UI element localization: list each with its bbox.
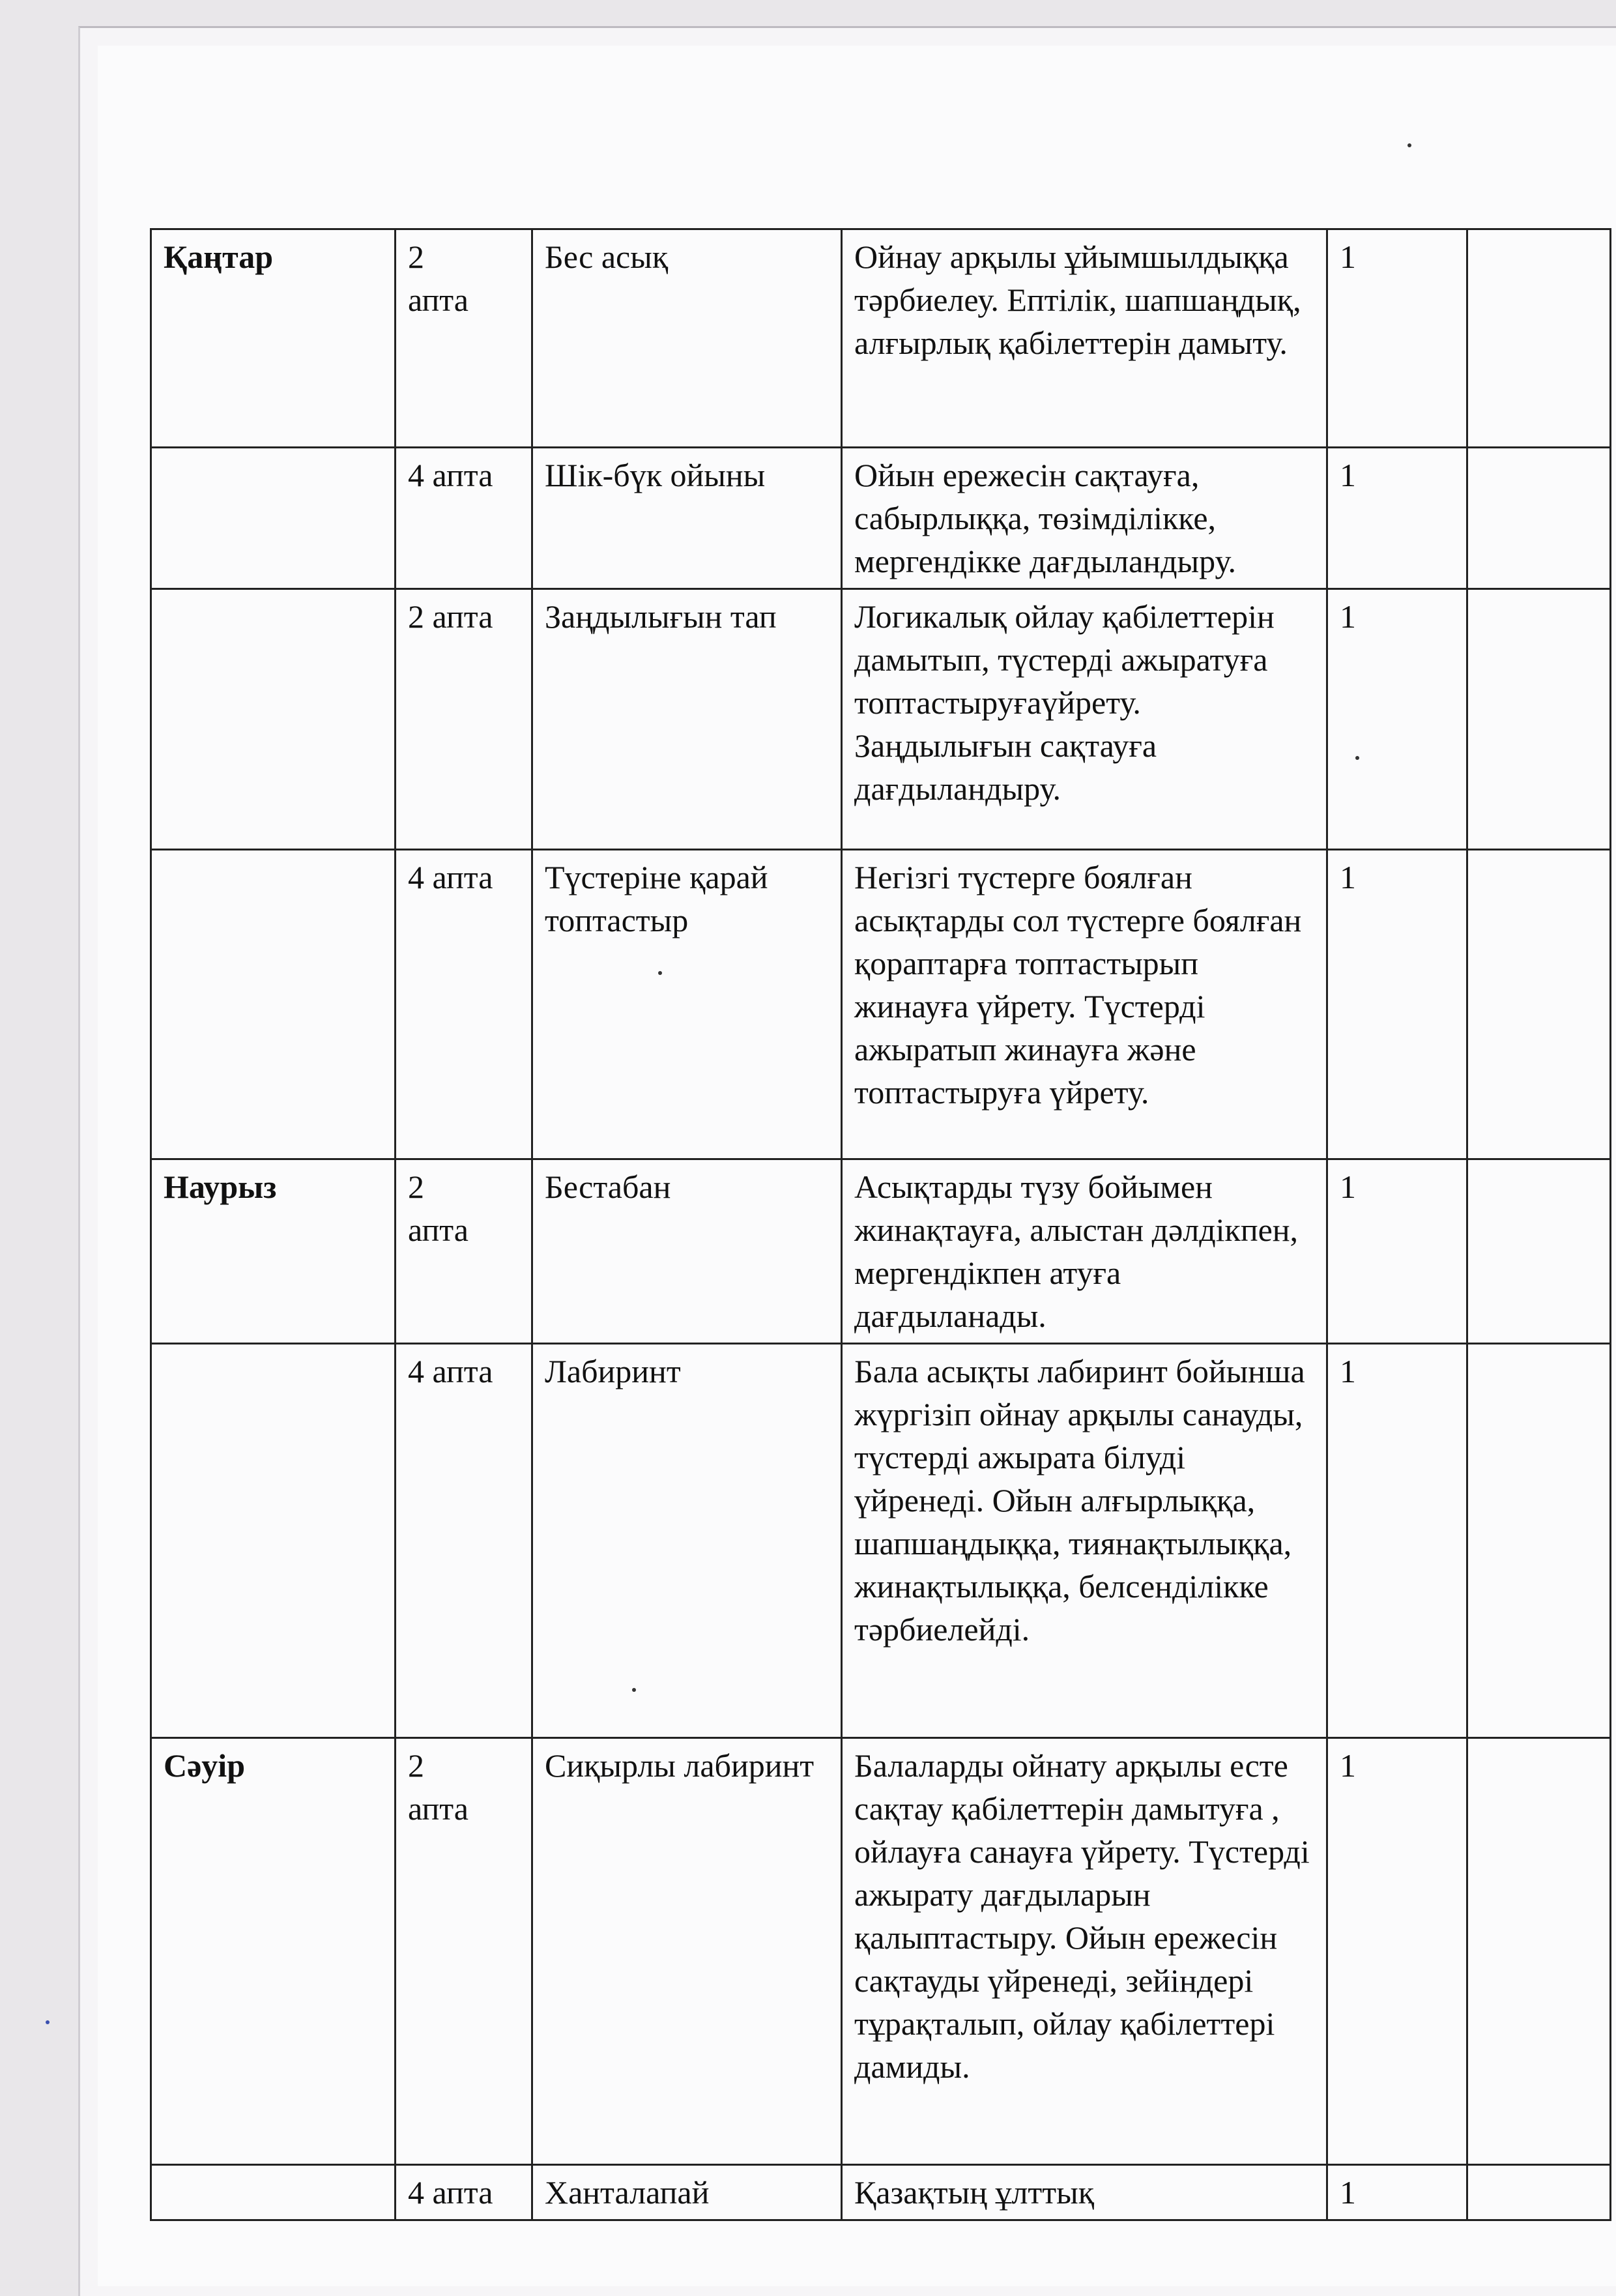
goal-cell: Асықтарды түзу бойымен жинақтауға, алыстан дәлдікпен, мергендікпен атуға дағдыланады. xyxy=(842,1159,1327,1344)
table-row xyxy=(151,2165,1611,2220)
hours-cell: 1 xyxy=(1327,1738,1467,2165)
goal-cell: Ойын ережесін сақтауға, сабырлыққа, төзімділікке, мергендікке дағдыландыру. xyxy=(842,448,1327,589)
game-cell: Заңдылығын тап xyxy=(532,589,842,850)
month-cell: Сәуір xyxy=(151,1738,396,2165)
empty-cell xyxy=(1467,850,1611,1159)
empty-cell xyxy=(1467,1344,1611,1738)
scan-speck xyxy=(46,2020,50,2024)
scan-speck xyxy=(1407,143,1411,147)
table-row xyxy=(151,448,1611,589)
goal-cell: Қазақтың ұлттық xyxy=(842,2165,1327,2220)
game-cell: Бес асық xyxy=(532,229,842,448)
table-row xyxy=(151,1738,1611,2165)
month-cell xyxy=(151,1344,396,1738)
week-cell: 4 апта xyxy=(396,850,532,1159)
week-cell: 4 апта xyxy=(396,1344,532,1738)
month-cell xyxy=(151,850,396,1159)
table-row xyxy=(151,229,1611,448)
month-cell: Қаңтар xyxy=(151,229,396,448)
week-cell: 2 апта xyxy=(396,229,532,448)
table-row xyxy=(151,850,1611,1159)
game-cell: Лабиринт xyxy=(532,1344,842,1738)
hours-cell: 1 xyxy=(1327,1159,1467,1344)
game-cell: Сиқырлы лабиринт xyxy=(532,1738,842,2165)
goal-cell: Негізгі түстерге боялған асықтарды сол түстерге боялған қораптарға топтастырып жинауға үйрету. Түстерді ажыратып жинауға және топтастыруға үйрету. xyxy=(842,850,1327,1159)
hours-cell: 1 xyxy=(1327,1344,1467,1738)
empty-cell xyxy=(1467,1159,1611,1344)
scan-speck xyxy=(632,1688,636,1692)
goal-cell: Логикалық ойлау қабілеттерін дамытып, түстерді ажыратуға топтастыруғаүйрету. Заңдылығын сақтауға дағдыландыру. xyxy=(842,589,1327,850)
hours-cell: 1 xyxy=(1327,850,1467,1159)
scan-speck xyxy=(658,971,662,975)
table-row xyxy=(151,1344,1611,1738)
hours-cell: 1 xyxy=(1327,448,1467,589)
scan-speck xyxy=(1355,756,1359,760)
empty-cell xyxy=(1467,2165,1611,2220)
table-body xyxy=(151,229,1611,2220)
week-cell: 4 апта xyxy=(396,448,532,589)
game-cell: Ханталапай xyxy=(532,2165,842,2220)
month-cell xyxy=(151,2165,396,2220)
goal-cell: Балаларды ойнату арқылы есте сақтау қабілеттерін дамытуға , ойлауға санауға үйрету. Түстерді ажырату дағдыларын қалыптастыру. Ойын ережесін сақтауды үйренеді, зейіндері тұрақталып, ойлау қабілеттері дамиды. xyxy=(842,1738,1327,2165)
empty-cell xyxy=(1467,448,1611,589)
table-row xyxy=(151,589,1611,850)
week-cell: 4 апта xyxy=(396,2165,532,2220)
game-cell: Шік-бүк ойыны xyxy=(532,448,842,589)
week-cell: 2 апта xyxy=(396,1159,532,1344)
month-cell xyxy=(151,589,396,850)
game-cell: Бестабан xyxy=(532,1159,842,1344)
hours-cell: 1 xyxy=(1327,229,1467,448)
game-cell: Түстеріне қарай топтастыр xyxy=(532,850,842,1159)
week-cell: 2 апта xyxy=(396,589,532,850)
month-cell: Наурыз xyxy=(151,1159,396,1344)
empty-cell xyxy=(1467,1738,1611,2165)
curriculum-table xyxy=(150,228,1611,2221)
week-cell: 2 апта xyxy=(396,1738,532,2165)
table-row xyxy=(151,1159,1611,1344)
hours-cell: 1 xyxy=(1327,589,1467,850)
month-cell xyxy=(151,448,396,589)
empty-cell xyxy=(1467,589,1611,850)
empty-cell xyxy=(1467,229,1611,448)
hours-cell: 1 xyxy=(1327,2165,1467,2220)
goal-cell: Ойнау арқылы ұйымшылдыққа тәрбиелеу. Ептілік, шапшаңдық, алғырлық қабілеттерін дамыту. xyxy=(842,229,1327,448)
goal-cell: Бала асықты лабиринт бойынша жүргізіп ойнау арқылы санауды, түстерді ажырата білуді үйренеді. Ойын алғырлыққа, шапшаңдыққа, тиянақтылыққа, жинақтылыққа, белсенділікке тәрбиелейді. xyxy=(842,1344,1327,1738)
